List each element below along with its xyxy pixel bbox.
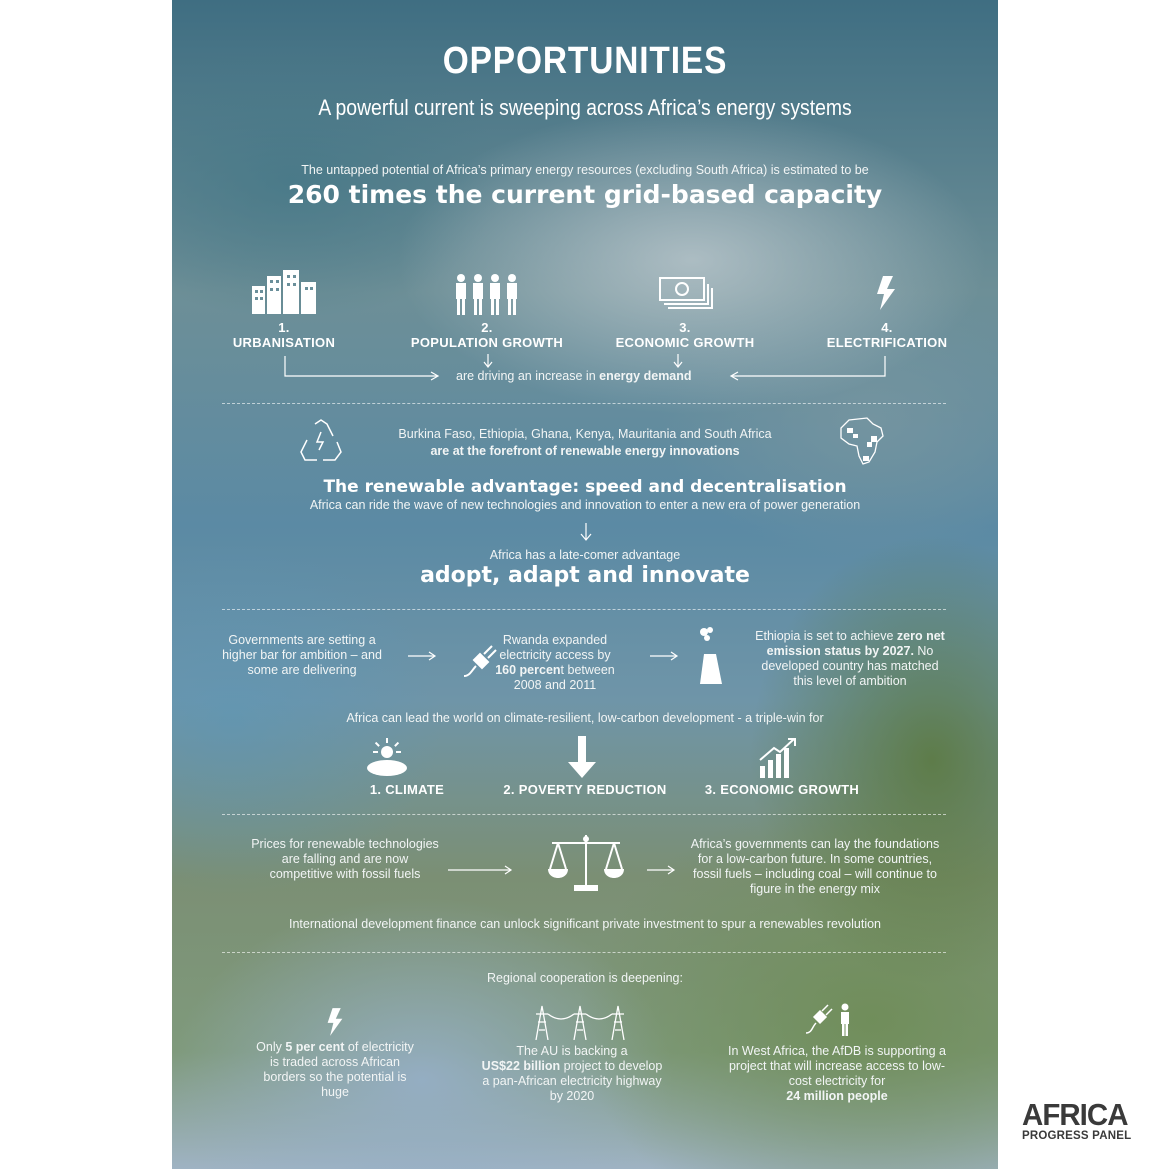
driver-1 — [204, 320, 364, 350]
driver-number: 2. — [481, 320, 493, 335]
logo-word: AFRICA — [1022, 1097, 1128, 1132]
driver-number: 1. — [278, 320, 290, 335]
down-arrow-icon — [568, 736, 596, 778]
balance-scale-icon — [546, 833, 626, 895]
people-icon — [454, 274, 520, 316]
page-subtitle: A powerful current is sweeping across Africa’s energy systems — [318, 95, 852, 120]
arrow-right — [649, 650, 679, 662]
section-divider — [222, 952, 946, 953]
renewable-countries: Burkina Faso, Ethiopia, Ghana, Kenya, Mauritania and South Africa — [398, 427, 772, 441]
regional-col2: The AU is backing a US$22 billion project to develop a pan-African electricity highway by 2020 — [481, 1044, 663, 1103]
potential-headline: 260 times the current grid-based capacity — [287, 180, 883, 209]
plug-person-icon — [804, 1003, 854, 1037]
buildings-icon — [250, 270, 320, 314]
prices-right-text: Africa’s governments can lay the foundations for a low-carbon future. In some countries, fossil fuels – including coal – will continue to figure in the energy mix — [690, 837, 940, 896]
arrow-right — [646, 864, 676, 876]
prices-left-text: Prices for renewable technologies are falling and are now competitive with fossil fuels — [251, 837, 439, 881]
driver-3 — [600, 320, 770, 350]
driver-label: POPULATION GROWTH — [410, 335, 564, 350]
ethiopia-text: Ethiopia is set to achieve zero net emission status by 2027. No developed country has matched this level of ambition — [755, 629, 945, 688]
driver-4 — [812, 320, 962, 350]
section-divider — [222, 814, 946, 815]
potential-intro: The untapped potential of Africa’s primary energy resources (excluding South Africa) is estimated to be — [301, 163, 869, 177]
growth-chart-icon — [758, 736, 798, 778]
infographic-poster — [172, 0, 998, 1169]
logo-subtitle: PROGRESS PANEL — [1022, 1130, 1132, 1142]
page-title: OPPORTUNITIES — [442, 40, 728, 82]
arrow-right — [407, 650, 437, 662]
driver-label: URBANISATION — [232, 335, 336, 350]
triple-win-climate: 1. CLIMATE — [369, 782, 445, 797]
triple-win-growth: 3. ECONOMIC GROWTH — [704, 782, 860, 797]
renewable-countries-bold: are at the forefront of renewable energy innovations — [430, 444, 740, 458]
energy-demand-text: are driving an increase in energy demand — [456, 369, 692, 383]
governments-text: Governments are setting a higher bar for ambition – and some are delivering — [222, 633, 382, 677]
driver-label: ECONOMIC GROWTH — [615, 335, 755, 350]
renewable-heading: The renewable advantage: speed and decentralisation — [323, 477, 847, 497]
finance-text: International development finance can unlock significant private investment to spur a renewables revolution — [288, 917, 881, 931]
triple-win-intro: Africa can lead the world on climate-resilient, low-carbon development - a triple-win for — [346, 711, 824, 725]
down-arrow — [579, 522, 593, 542]
renewable-subheading: Africa can ride the wave of new technologies and innovation to enter a new era of power generation — [309, 498, 861, 512]
africa-progress-panel-logo — [1022, 1097, 1152, 1142]
latecomer-text: Africa has a late-comer advantage — [489, 548, 681, 562]
rwanda-text: Rwanda expanded electricity access by 160 percent between 2008 and 2011 — [495, 633, 615, 692]
regional-col1: Only 5 per cent of electricity is traded across African borders so the potential is huge — [256, 1040, 414, 1099]
triple-win-poverty: 2. POVERTY REDUCTION — [503, 782, 667, 797]
slogan: adopt, adapt and innovate — [420, 563, 750, 588]
regional-intro: Regional cooperation is deepening: — [487, 971, 683, 985]
driver-2 — [397, 320, 577, 350]
lightning-icon — [875, 276, 897, 310]
power-pylons-icon — [530, 1004, 630, 1040]
regional-col3: In West Africa, the AfDB is supporting a project that will increase access to low-cost electricity for 24 million people — [728, 1044, 946, 1103]
lightning-icon — [326, 1008, 344, 1036]
money-icon — [658, 276, 714, 312]
driver-number: 3. — [679, 320, 691, 335]
power-plant-icon — [694, 626, 728, 686]
driver-number: 4. — [881, 320, 893, 335]
section-divider — [222, 609, 946, 610]
arrow-right — [447, 864, 513, 876]
section-divider — [222, 403, 946, 404]
driver-label: ELECTRIFICATION — [826, 335, 948, 350]
weather-icon — [365, 738, 409, 778]
